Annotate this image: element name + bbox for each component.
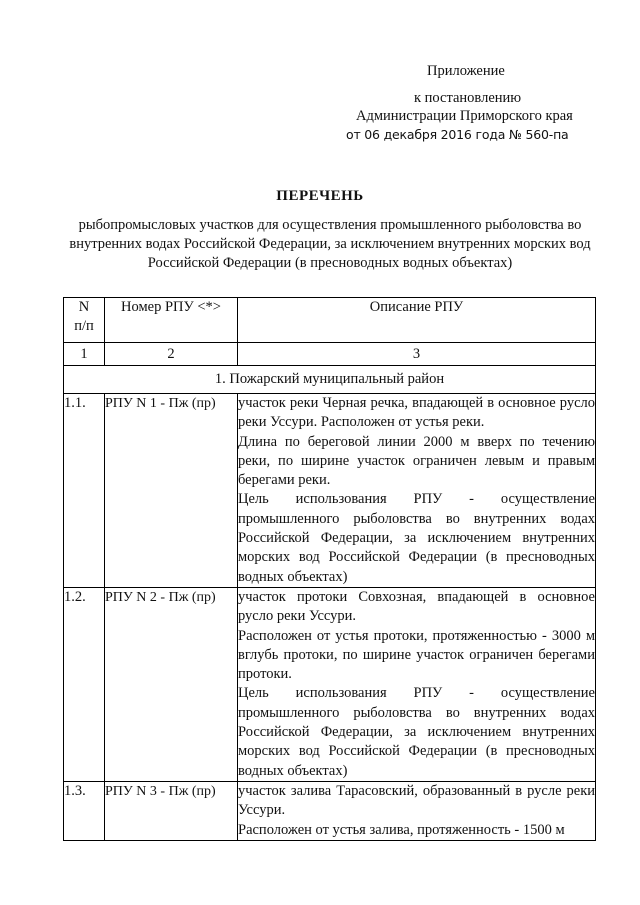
region-row	[64, 366, 596, 394]
description-location: участок реки Черная речка, впадающей в основное русло реки Уссури. Расположен от устья реки.	[238, 395, 595, 431]
rpu-code: РПУ N 2 - Пж (пр)	[105, 587, 238, 781]
column-number-1: 1	[64, 343, 105, 366]
table-row	[64, 394, 596, 588]
rpu-code: РПУ N 3 - Пж (пр)	[105, 781, 238, 840]
description-purpose: Цель использования РПУ - осуществление промышленного рыболовства во внутренних водах Российской Федерации, за исключением внутренних морских вод Российской Федерации (в пресноводных водных объектах)	[238, 685, 595, 779]
table-header-row	[64, 298, 596, 343]
header-number-line1: N	[78, 299, 90, 315]
appendix-header	[0, 0, 640, 150]
header-number-cell	[64, 298, 105, 343]
column-number-2: 2	[105, 343, 238, 366]
row-number: 1.1.	[64, 394, 105, 588]
region-heading: 1. Пожарский муниципальный район	[64, 366, 596, 394]
header-description-cell: Описание РПУ	[238, 298, 596, 343]
description-purpose: Цель использования РПУ - осуществление промышленного рыболовства во внутренних водах Российской Федерации, за исключением внутренних морских вод Российской Федерации (в пресноводных водных объектах)	[238, 491, 595, 585]
rpu-table	[63, 297, 596, 841]
resolution-date-number: от 06 декабря 2016 года № 560-па	[346, 127, 569, 142]
table-row	[64, 587, 596, 781]
appendix-label: Приложение	[427, 63, 505, 79]
row-number: 1.3.	[64, 781, 105, 840]
resolution-label: к постановлению	[414, 90, 522, 106]
column-number-3: 3	[238, 343, 596, 366]
header-rpu-number-cell: Номер РПУ <*>	[105, 298, 238, 343]
rpu-description	[238, 781, 596, 840]
description-extent: Расположен от устья залива, протяженность - 1500 м	[238, 821, 565, 838]
table-row	[64, 781, 596, 840]
description-extent: Длина по береговой линии 2000 м вверх по течению реки, по ширине участок ограничен левым и правым берегами реки.	[238, 433, 595, 489]
row-number: 1.2.	[64, 587, 105, 781]
document-subtitle: рыбопромысловых участков для осуществления промышленного рыболовства во внутренних водах Российской Федерации, за исключением внутренних морских вод Российской Федерации (в пресноводных водных объектах)	[69, 217, 591, 271]
document-title: ПЕРЕЧЕНЬ	[276, 188, 364, 204]
column-numbers-row	[64, 343, 596, 366]
rpu-description	[238, 394, 596, 588]
description-location: участок залива Тарасовский, образованный в русле реки Уссури.	[238, 782, 595, 819]
rpu-description	[238, 587, 596, 781]
administration-label: Администрации Приморского края	[356, 108, 573, 124]
header-number-line2: п/п	[74, 318, 94, 334]
description-extent: Расположен от устья протоки, протяженностью - 3000 м вглубь протоки, по ширине участок ограничен берегами протоки.	[238, 627, 595, 683]
description-location: участок протоки Совхозная, впадающей в основное русло реки Уссури.	[238, 588, 595, 625]
rpu-code: РПУ N 1 - Пж (пр)	[105, 394, 238, 588]
